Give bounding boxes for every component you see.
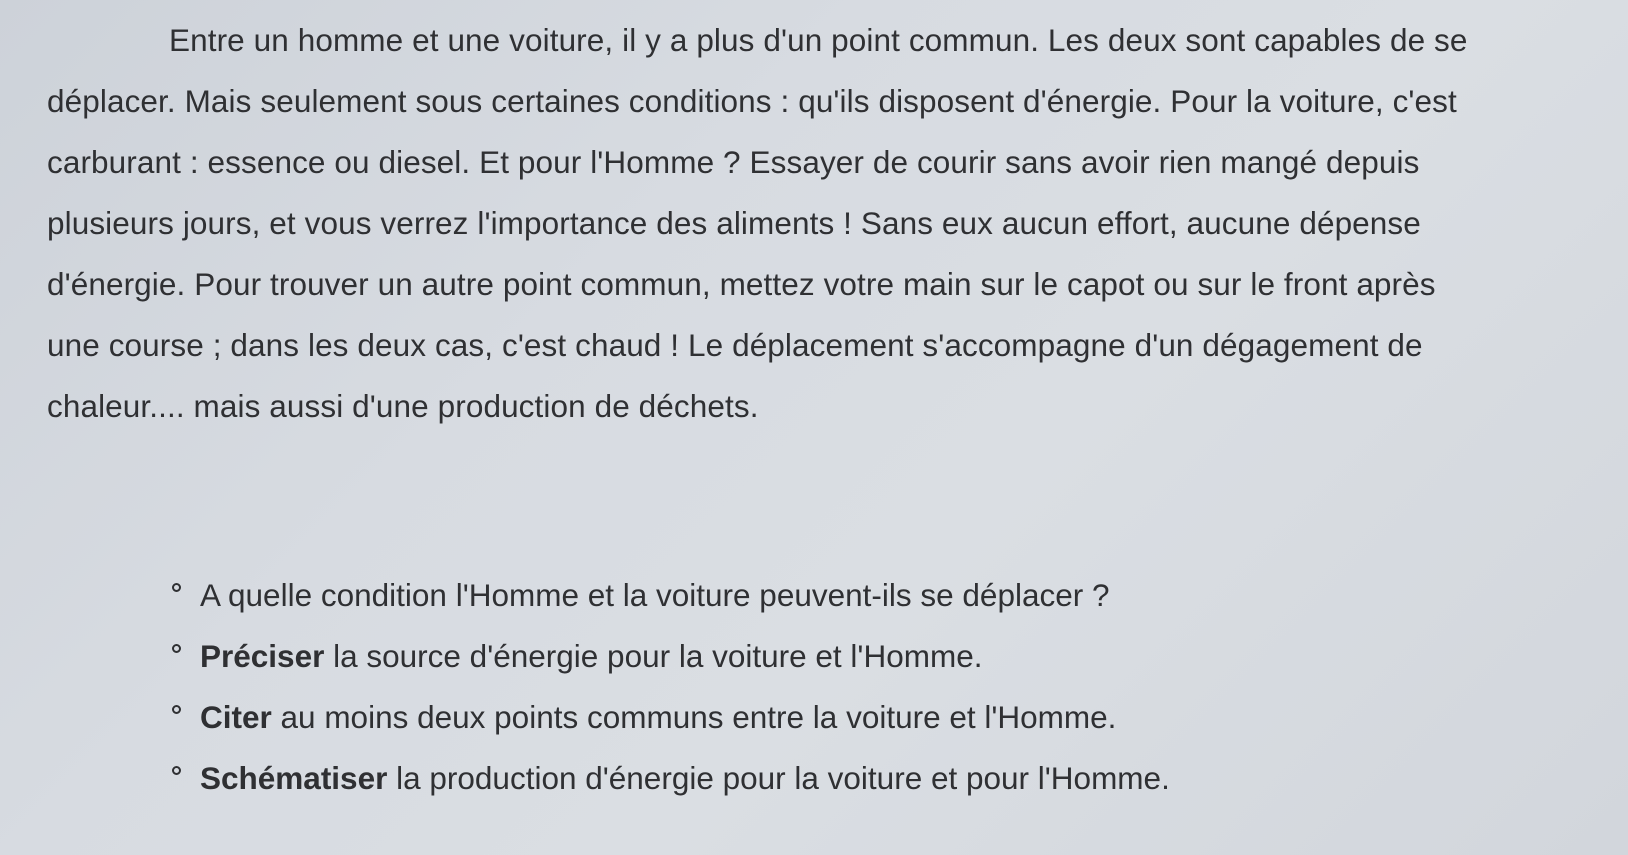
question-text: la production d'énergie pour la voiture et pour l'Homme.	[387, 760, 1170, 796]
circle-bullet-icon	[172, 766, 181, 775]
paragraph-line: d'énergie. Pour trouver un autre point commun, mettez votre main sur le capot ou sur le front après	[47, 266, 1436, 302]
question-item	[170, 565, 1470, 626]
intro-paragraph	[47, 10, 1617, 437]
question-verb: Schématiser	[200, 760, 388, 796]
question-text: A quelle condition l'Homme et la voiture peuvent-ils se déplacer ?	[200, 577, 1110, 613]
circle-bullet-icon	[172, 583, 181, 592]
question-verb: Préciser	[200, 638, 325, 674]
question-item	[170, 687, 1470, 748]
question-verb: Citer	[200, 699, 272, 735]
paragraph-line: une course ; dans les deux cas, c'est chaud ! Le déplacement s'accompagne d'un dégagement de	[47, 327, 1423, 363]
paragraph-line: plusieurs jours, et vous verrez l'importance des aliments ! Sans eux aucun effort, aucune dépense	[47, 205, 1421, 241]
circle-bullet-icon	[172, 705, 181, 714]
question-text: au moins deux points communs entre la voiture et l'Homme.	[271, 699, 1117, 735]
question-item	[170, 748, 1470, 809]
circle-bullet-icon	[172, 644, 181, 653]
paragraph-line: chaleur.... mais aussi d'une production de déchets.	[47, 388, 759, 424]
paragraph-line: carburant : essence ou diesel. Et pour l'Homme ? Essayer de courir sans avoir rien mangé depuis	[47, 144, 1420, 180]
question-list	[170, 565, 1470, 809]
paragraph-line: déplacer. Mais seulement sous certaines conditions : qu'ils disposent d'énergie. Pour la voiture, c'est	[47, 83, 1457, 119]
question-text: la source d'énergie pour la voiture et l'Homme.	[324, 638, 983, 674]
question-item	[170, 626, 1470, 687]
paragraph-line: Entre un homme et une voiture, il y a plus d'un point commun. Les deux sont capables de se	[169, 22, 1468, 58]
